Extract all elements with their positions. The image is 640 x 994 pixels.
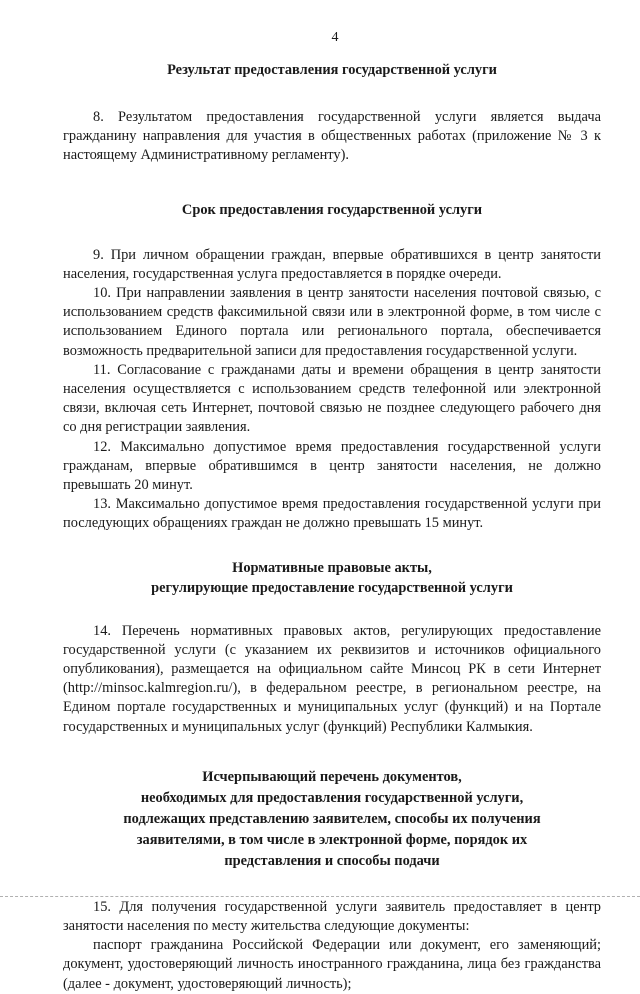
paragraph-15-passport: паспорт гражданина Российской Федерации или документ, его заменяющий; документ, удостоверяющий личность иностранного гражданина, лица без гражданства (далее - документ, удостоверяющий личность); [63, 937, 601, 992]
paragraph-13: 13. Максимально допустимое время предоставления государственной услуги при последующих обращениях граждан не должно превышать 15 минут. [63, 496, 601, 532]
paragraph-11: 11. Согласование с гражданами даты и времени обращения в центр занятости населения осуществляется с использованием средств телефонной или электронной связи, включая сеть Интернет, почтовой связью не позднее следующего рабочего дня со дня регистрации заявления. [63, 361, 601, 436]
heading-line: регулирующие предоставление государственной услуги [151, 579, 513, 596]
heading-line: представления и способы подачи [224, 852, 440, 869]
paragraph-8: 8. Результатом предоставления государственной услуги является выдача гражданину направления для участия в общественных работах (приложение № 3 к настоящему Административному регламенту). [63, 109, 601, 164]
heading-line: заявителями, в том числе в электронной форме, порядок их [136, 831, 528, 848]
page-bottom-edge [0, 896, 640, 898]
heading-line: Исчерпывающий перечень документов, [202, 768, 462, 785]
paragraph-15: 15. Для получения государственной услуги заявитель предоставляет в центр занятости населения по месту жительства следующие документы: [63, 898, 601, 935]
section-heading-legal-acts [63, 558, 601, 598]
paragraph-9: 9. При личном обращении граждан, впервые обратившихся в центр занятости населения, государственная услуга предоставляется в порядке очереди. [63, 246, 601, 282]
paragraph-10: 10. При направлении заявления в центр занятости населения почтовой связью, с использованием средств факсимильной связи или в электронной форме, в том числе с использованием Единого портала или регионального портала, обеспечивается возможность предварительной записи для предоставления государственной услуги. [63, 285, 601, 359]
paragraph-12: 12. Максимально допустимое время предоставления государственной услуги гражданам, впервые обратившимся в центр занятости населения, не должно превышать 20 минут. [63, 438, 601, 494]
heading-line: Нормативные правовые акты, [232, 559, 432, 576]
heading-line: необходимых для предоставления государственной услуги, [140, 789, 524, 806]
document-body [63, 60, 601, 994]
section-heading-term: Срок предоставления государственной услуги [181, 201, 483, 218]
section-heading-documents [63, 767, 601, 872]
heading-line: подлежащих представлению заявителем, способы их получения [123, 810, 541, 827]
paragraph-14: 14. Перечень нормативных правовых актов, регулирующих предоставление государственной услуги (с указанием их реквизитов и источников официального опубликования), размещается на официальном сайте Минсоц РК в сети Интернет (http://minsoc.kalmregion.ru/), в федеральном реестре, в региональном реестре, на Едином портале государственных и муниципальных услуг (функций) и на Портале государственных и муниципальных услуг (функций) Республики Калмыкия. [63, 622, 601, 735]
page-number: 4 [331, 30, 339, 45]
section-heading-result: Результат предоставления государственной услуги [167, 62, 497, 78]
